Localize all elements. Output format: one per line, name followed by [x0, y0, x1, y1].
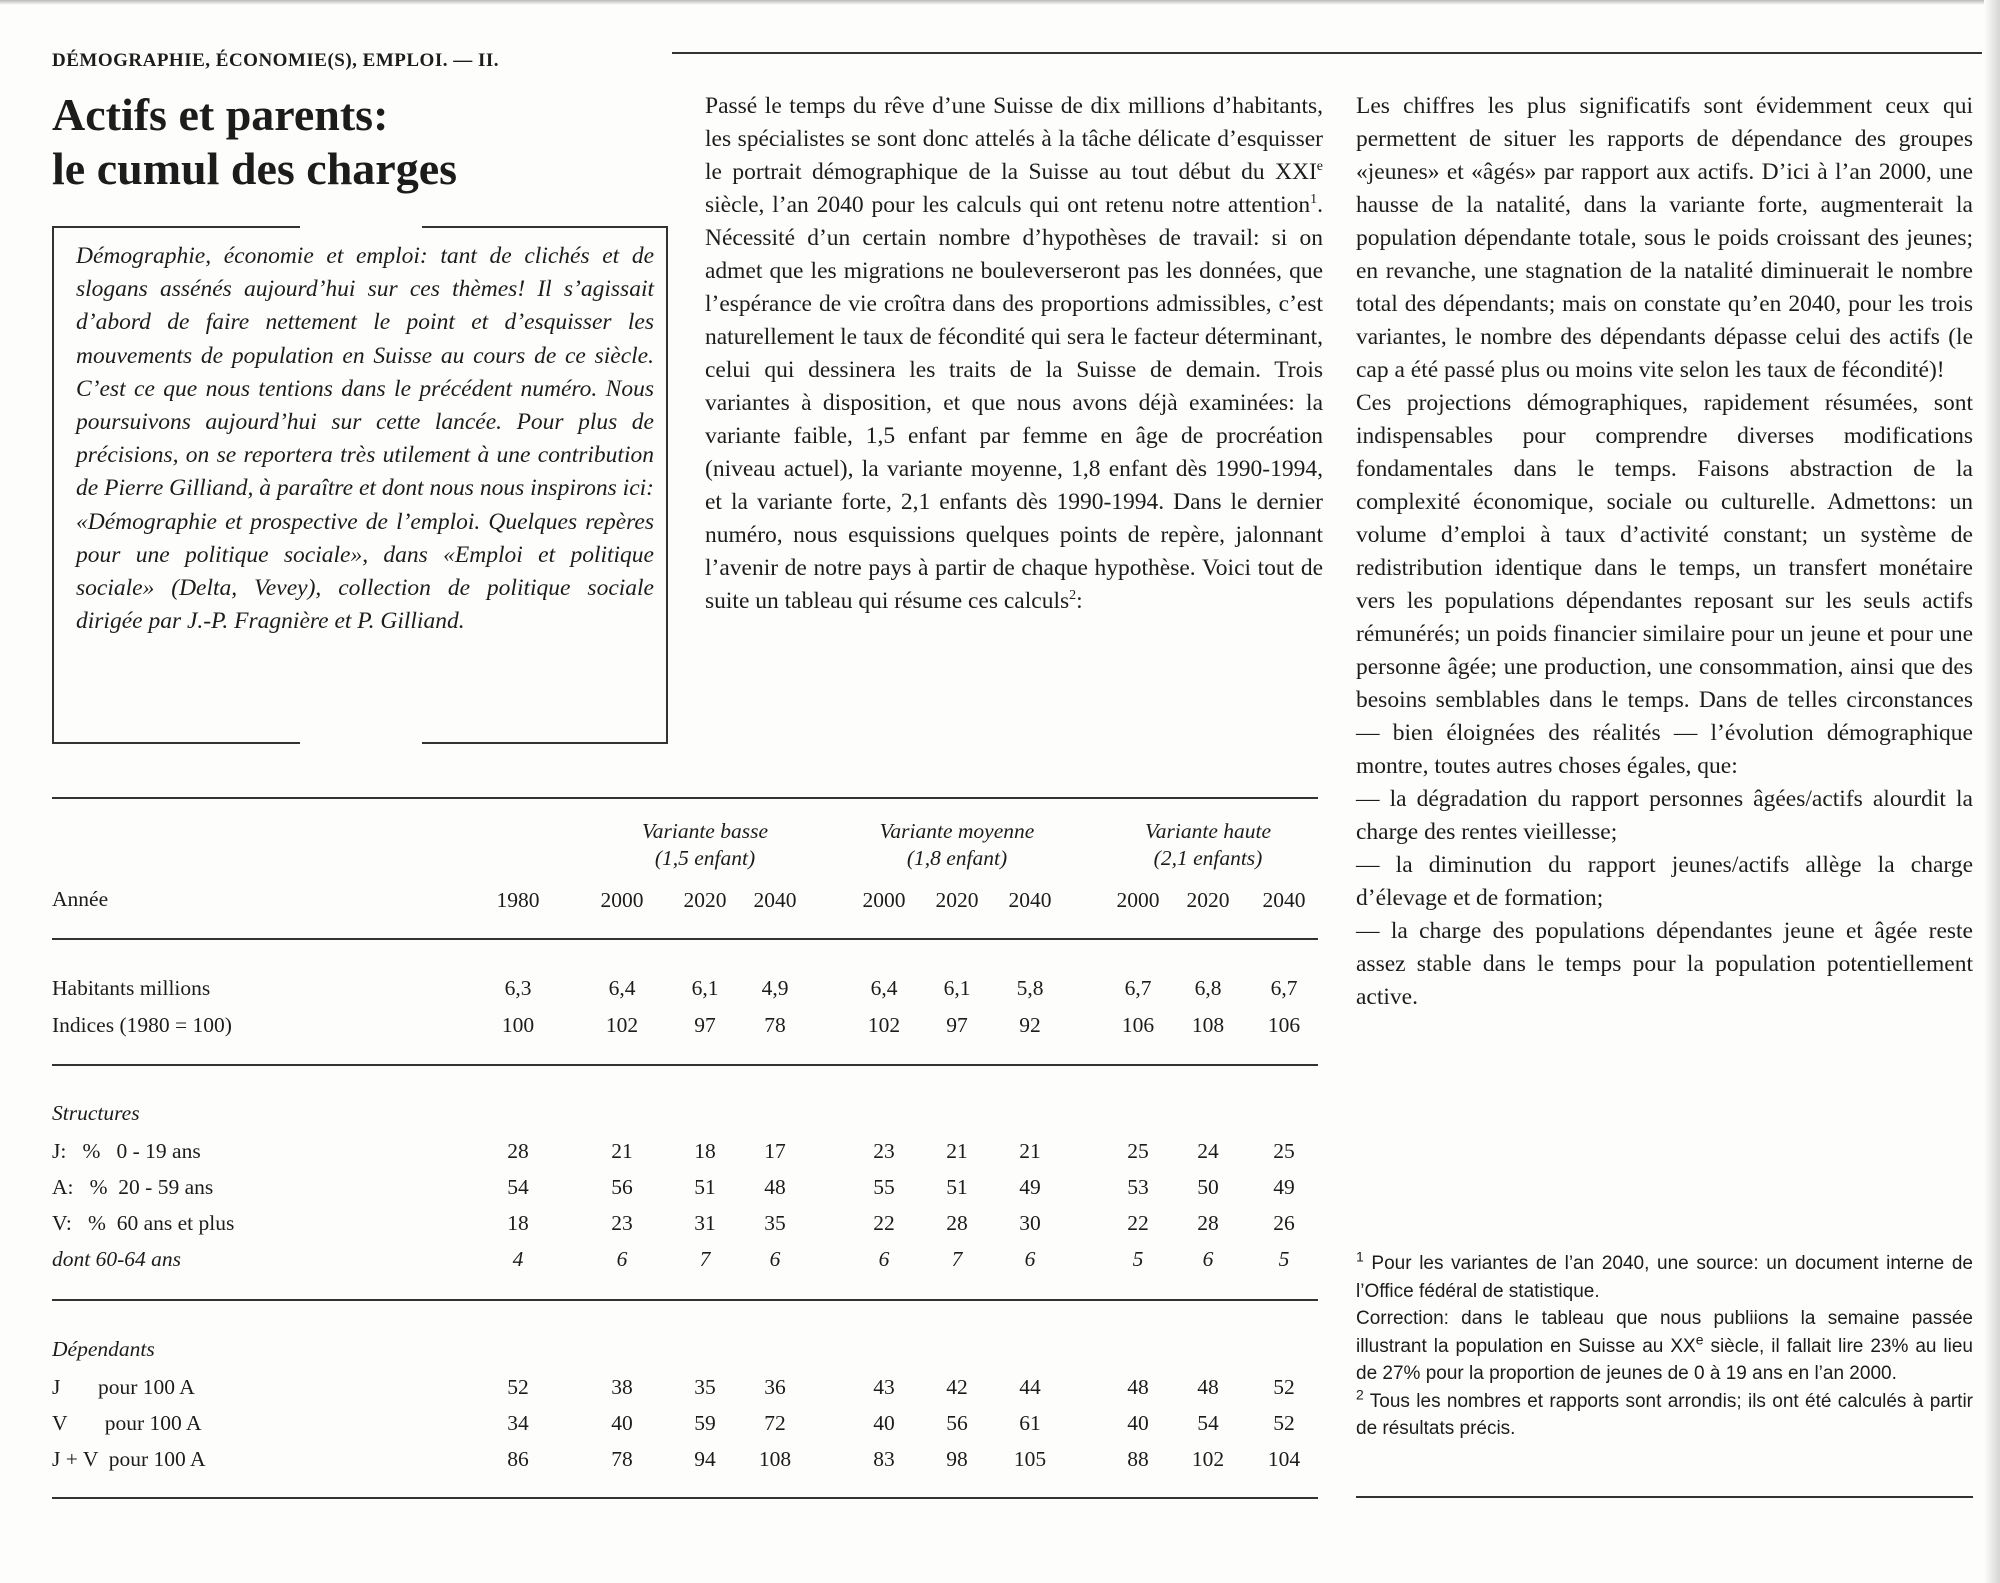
table-cell: 42: [946, 1375, 968, 1399]
table-cell: 21: [611, 1139, 633, 1163]
table-cell: 6,1: [691, 976, 719, 1000]
table-cell: 94: [694, 1447, 716, 1471]
article-column-2: [705, 90, 1323, 618]
table-cell: 56: [946, 1411, 968, 1435]
table-cell: 25: [1273, 1139, 1295, 1163]
table-cell: 40: [1127, 1411, 1149, 1435]
table-cell: 6,8: [1194, 976, 1222, 1000]
row-label: J + V pour 100 A: [52, 1447, 206, 1471]
table-cell: 22: [873, 1211, 895, 1235]
table-cell: 98: [946, 1447, 968, 1471]
text-run: :: [1076, 588, 1083, 614]
table-cell: 22: [1127, 1211, 1149, 1235]
table-cell: 26: [1273, 1211, 1295, 1235]
table-cell: 7: [699, 1247, 711, 1271]
row-label: dont 60-64 ans: [52, 1247, 181, 1271]
table-cell: 23: [611, 1211, 633, 1235]
table-cell: 48: [764, 1175, 786, 1199]
table-rule: [52, 797, 1318, 799]
variant-subheader: (2,1 enfants): [1153, 846, 1263, 870]
table-cell: 43: [873, 1375, 895, 1399]
table-rule: [52, 1299, 1318, 1301]
table-cell: 106: [1267, 1013, 1301, 1037]
table-cell: 6: [769, 1247, 781, 1271]
table-cell: 6: [616, 1247, 628, 1271]
footnote-text: Correction: dans le tableau que nous publiions la semaine passée illustrant la population en Suisse au XX: [1356, 1308, 1973, 1357]
footnote-text: siècle, il fallait lire 23% au lieu de 27% pour la proportion de jeunes de 0 à 19 ans en l’an 2000.: [1356, 1335, 1973, 1384]
row-label: Indices (1980 = 100): [52, 1013, 232, 1037]
table-cell: 35: [694, 1375, 716, 1399]
table-cell: 108: [1191, 1013, 1225, 1037]
table-cell: 6: [1024, 1247, 1036, 1271]
table-cell: 35: [764, 1211, 786, 1235]
table-cell: 24: [1197, 1139, 1219, 1163]
bullet-2: — la diminution du rapport jeunes/actifs allège la charge d’élevage et de formation;: [1356, 852, 1973, 911]
correction-note: [1356, 1305, 1973, 1388]
table-cell: 31: [694, 1211, 716, 1235]
superscript: e: [1316, 159, 1323, 175]
table-cell: 6,3: [504, 976, 532, 1000]
article-column-3: [1356, 90, 1973, 1014]
year-header-cell: 2040: [1008, 888, 1052, 912]
table-cell: 102: [1191, 1447, 1225, 1471]
footnote-2: [1356, 1388, 1973, 1443]
section-header: DÉMOGRAPHIE, ÉCONOMIE(S), EMPLOI. — II.: [52, 50, 500, 71]
table-cell: 104: [1267, 1447, 1301, 1471]
table-cell: 34: [507, 1411, 529, 1435]
table-cell: 105: [1013, 1447, 1047, 1471]
intro-text: Démographie, économie et emploi: tant de clichés et de slogans assénés aujourd’hui sur ces thèmes! Il s’agissait d’abord de faire nettement le point et d’esquisser les mouvements de population en Suisse au cours de ce siècle. C’est ce que nous tentions dans le précédent numéro. Nous poursuivons aujourd’hui sur cette lancée. Pour plus de précisions, on se reportera très utilement à une contribution de Pierre Gilliand, à paraître et dont nous nous inspirons ici: «Démographie et prospective de l’emploi. Quelques repères pour une politique sociale», dans «Emploi et politique sociale» (Delta, Vevey), collection de politique sociale dirigée par J.-P. Fragnière et P. Gilliand.: [76, 243, 654, 635]
table-cell: 28: [507, 1139, 529, 1163]
year-header-cell: 2020: [683, 888, 727, 912]
text-run: . Nécessité d’un certain nombre d’hypothèses de travail: si on admet que les migrations ne bouleverseront pas les données, que l’espérance de vie croîtra dans des proportions admissibles, c’est naturellement le taux de fécondité qui sera le facteur déterminant, celui qui dessinera les traits de la Suisse de demain. Trois variantes à disposition, et que nous avons déjà examinées: la variante faible, 1,5 enfant par femme en âge de procréation (niveau actuel), la variante moyenne, 1,8 enfant dès 1990-1994, et la variante forte, 2,1 enfants dès 1990-1994. Dans le dernier numéro, nous esquissions quelques points de repère, jalonnant l’avenir de notre pays à partir de chaque hypothèse. Voici tout de suite un tableau qui résume ces calculs: [705, 192, 1323, 614]
intro-box: [52, 226, 668, 744]
footnote-mark: 2: [1356, 1386, 1364, 1403]
variant-header: Variante basse: [641, 819, 768, 843]
table-cell: 52: [1273, 1411, 1295, 1435]
column-3-paragraph-1: Les chiffres les plus significatifs sont évidemment ceux qui permettent de situer les rapports de dépendance des groupes «jeunes» et «âgés» par rapport aux actifs. D’ici à l’an 2000, une hausse de la natalité, dans la variante forte, augmenterait la population dépendante totale, sous le poids croissant des jeunes; en revanche, une stagnation de la natalité diminuerait le nombre total des dépendants; mais on constate qu’en 2040, pour les trois variantes, le nombre des dépendants dépasse celui des actifs (le cap a été passé plus ou moins vite selon les taux de fécondité)!: [1356, 93, 1973, 383]
table-cell: 54: [1197, 1411, 1219, 1435]
intro-box-gap-top: [300, 221, 422, 233]
row-label: Habitants millions: [52, 976, 211, 1000]
table-cell: 5,8: [1016, 976, 1044, 1000]
group-title: Dépendants: [52, 1337, 155, 1361]
table-cell: 21: [1019, 1139, 1041, 1163]
text-run: Passé le temps du rêve d’une Suisse de dix millions d’habitants, les spécialistes se sont donc attelés à la tâche délicate d’esquisser le portrait démographique de la Suisse au tout début du XXI: [705, 93, 1323, 185]
year-header-cell: 1980: [496, 888, 540, 912]
table-cell: 44: [1019, 1375, 1041, 1399]
table-cell: 52: [1273, 1375, 1295, 1399]
table-cell: 40: [611, 1411, 633, 1435]
table-cell: 6: [1202, 1247, 1214, 1271]
table-cell: 78: [611, 1447, 633, 1471]
text-run: siècle, l’an 2040 pour les calculs qui ont retenu notre attention: [705, 192, 1311, 218]
table-cell: 30: [1019, 1211, 1041, 1235]
table-cell: 23: [873, 1139, 895, 1163]
table-cell: 7: [951, 1247, 963, 1271]
year-header-cell: 2040: [753, 888, 797, 912]
table-cell: 6: [878, 1247, 890, 1271]
table-cell: 59: [694, 1411, 716, 1435]
table-cell: 78: [764, 1013, 786, 1037]
table-cell: 28: [1197, 1211, 1219, 1235]
table-cell: 21: [946, 1139, 968, 1163]
table-cell: 6,1: [943, 976, 971, 1000]
table-cell: 97: [946, 1013, 968, 1037]
article-title: [52, 88, 457, 196]
table-cell: 48: [1197, 1375, 1219, 1399]
column-2-paragraph: [705, 90, 1323, 618]
table-cell: 5: [1278, 1247, 1290, 1271]
superscript: e: [1695, 1331, 1704, 1348]
bullet-3: — la charge des populations dépendantes jeune et âgée reste assez stable dans le temps pour la population potentiellement active.: [1356, 918, 1973, 1010]
footnote-text: Pour les variantes de l’an 2040, une source: un document interne de l’Office fédéral de statistique.: [1356, 1253, 1973, 1302]
table-cell: 50: [1197, 1175, 1219, 1199]
row-label: V: % 60 ans et plus: [52, 1211, 235, 1235]
group-title: Structures: [52, 1101, 140, 1125]
table-cell: 51: [694, 1175, 716, 1199]
table-cell: 56: [611, 1175, 633, 1199]
year-header-cell: 2000: [600, 888, 644, 912]
table-cell: 102: [867, 1013, 901, 1037]
table-cell: 52: [507, 1375, 529, 1399]
table-cell: 86: [507, 1447, 529, 1471]
table-cell: 108: [758, 1447, 792, 1471]
footnotes-bottom-rule: [1356, 1496, 1973, 1498]
table-cell: 54: [507, 1175, 529, 1199]
year-header-cell: 2020: [935, 888, 979, 912]
header-rule: [672, 52, 1982, 54]
table-cell: 18: [507, 1211, 529, 1235]
page-top-edge: [0, 0, 2000, 5]
table-cell: 53: [1127, 1175, 1149, 1199]
column-3-paragraph-2: Ces projections démographiques, rapidement résumées, sont indispensables pour comprendre diverses modifications fondamentales dans le temps. Faisons abstraction de la complexité économique, sociale ou culturelle. Admettons: un volume d’emploi à taux d’activité constant; un système de redistribution identique dans le temps, un transfert monétaire vers les populations dépendantes reposant sur les seuls actifs rémunérés; un poids financier similaire pour un jeune et pour une personne âgée; une production, une consommation, ainsi que des besoins semblables dans le temps. Dans de telles circonstances — bien éloignées des réalités — l’évolution démographique montre, toutes autres choses égales, que:: [1356, 390, 1973, 779]
table-cell: 25: [1127, 1139, 1149, 1163]
variant-header: Variante haute: [1145, 819, 1271, 843]
page-right-edge: [1984, 0, 2000, 1583]
row-label: J: % 0 - 19 ans: [52, 1139, 201, 1163]
table-cell: 17: [764, 1139, 786, 1163]
table-cell: 49: [1273, 1175, 1295, 1199]
intro-box-gap-bottom: [300, 738, 422, 750]
table-rule: [52, 1064, 1318, 1066]
table-cell: 92: [1019, 1013, 1041, 1037]
variant-subheader: (1,8 enfant): [906, 846, 1008, 870]
table-cell: 6,4: [870, 976, 898, 1000]
table-cell: 40: [873, 1411, 895, 1435]
table-cell: 49: [1019, 1175, 1041, 1199]
year-header-cell: 2000: [862, 888, 906, 912]
year-label: Année: [52, 887, 109, 911]
bullet-1: — la dégradation du rapport personnes âgées/actifs alourdit la charge des rentes vieillesse;: [1356, 786, 1973, 845]
variant-subheader: (1,5 enfant): [654, 846, 756, 870]
table-cell: 36: [764, 1375, 786, 1399]
table-cell: 6,4: [608, 976, 636, 1000]
table-cell: 106: [1121, 1013, 1155, 1037]
year-header-cell: 2020: [1186, 888, 1230, 912]
table-cell: 4: [512, 1247, 524, 1271]
row-label: V pour 100 A: [52, 1411, 202, 1435]
table-cell: 55: [873, 1175, 895, 1199]
table-rule: [52, 938, 1318, 940]
footnote-mark: 1: [1356, 1248, 1364, 1265]
variant-header: Variante moyenne: [879, 819, 1035, 843]
table-cell: 4,9: [761, 976, 789, 1000]
title-line-1: Actifs et parents:: [52, 89, 389, 140]
table-cell: 51: [946, 1175, 968, 1199]
footnote-text: Tous les nombres et rapports sont arrondis; ils ont été calculés à partir de résultats précis.: [1356, 1390, 1973, 1439]
table-cell: 6,7: [1270, 976, 1298, 1000]
table-cell: 48: [1127, 1375, 1149, 1399]
table-cell: 83: [873, 1447, 895, 1471]
year-header-cell: 2000: [1116, 888, 1160, 912]
table-cell: 88: [1127, 1447, 1149, 1471]
year-header-cell: 2040: [1262, 888, 1306, 912]
footnote-ref-1: 1: [1310, 192, 1318, 208]
table-cell: 6,7: [1124, 976, 1152, 1000]
table-cell: 18: [694, 1139, 716, 1163]
table-rule: [52, 1497, 1318, 1499]
table-cell: 97: [694, 1013, 716, 1037]
row-label: A: % 20 - 59 ans: [52, 1175, 214, 1199]
table-cell: 5: [1132, 1247, 1144, 1271]
title-line-2: le cumul des charges: [52, 143, 458, 194]
table-cell: 61: [1019, 1411, 1041, 1435]
table-cell: 100: [501, 1013, 535, 1037]
row-label: J pour 100 A: [52, 1375, 195, 1399]
table-cell: 28: [946, 1211, 968, 1235]
table-cell: 102: [605, 1013, 639, 1037]
table-cell: 38: [611, 1375, 633, 1399]
footnotes: [1356, 1250, 1973, 1443]
footnote-ref-2: 2: [1069, 588, 1077, 604]
table-cell: 72: [764, 1411, 786, 1435]
footnote-1: [1356, 1250, 1973, 1305]
